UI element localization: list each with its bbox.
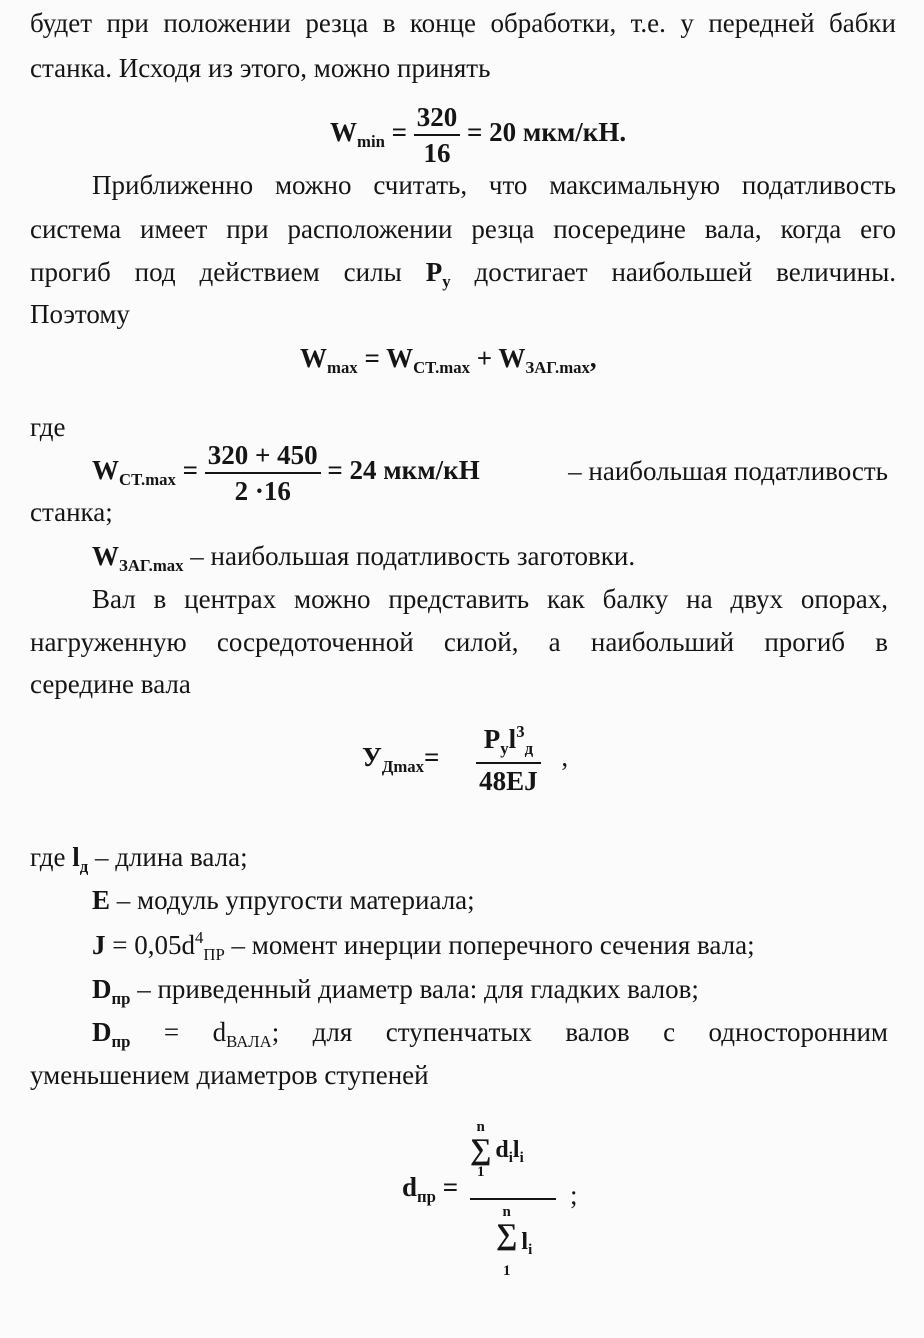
d-symbol: d	[402, 1172, 418, 1202]
formula-wmax	[300, 341, 597, 375]
d-subscript: ВАЛА	[226, 1031, 272, 1051]
w-symbol: W	[498, 343, 526, 373]
y-subscript: Дmax	[381, 757, 425, 777]
sigma: ∑	[470, 1133, 492, 1166]
l-superscript: 3	[516, 722, 525, 742]
w-symbol: W	[330, 117, 357, 148]
text-gde: где	[30, 412, 66, 442]
denominator-sum	[496, 1205, 566, 1279]
equals-sign: =	[391, 117, 408, 148]
def-text: ; для ступенчатых валов с односторонним	[271, 1017, 888, 1047]
force-symbol	[425, 257, 451, 291]
formula-dpr	[402, 1172, 459, 1206]
sum-symbol	[496, 1205, 517, 1279]
fraction-bar	[470, 1198, 556, 1200]
j-superscript: 4	[194, 928, 204, 948]
d-subscript: пр	[111, 988, 131, 1008]
text-line-7	[92, 582, 888, 616]
w-symbol: W	[300, 343, 327, 373]
i-index: i	[528, 1241, 533, 1258]
equals-sign: =	[424, 742, 440, 773]
paragraph-line: нагруженную сосредоточенной силой, а наибольший прогиб в	[30, 627, 888, 657]
sum-upper-limit: n	[476, 1119, 485, 1135]
text-last-line: уменьшением диаметров ступеней	[30, 1060, 429, 1090]
text-line-9: середине вала	[30, 669, 191, 699]
semicolon: ;	[570, 1180, 578, 1210]
text-line-3	[92, 168, 896, 202]
l-subscript: д	[524, 738, 534, 758]
fraction	[205, 438, 321, 508]
d-expression: = d	[163, 1017, 227, 1047]
paragraph-line: Приближенно можно считать, что максимальную податливость	[92, 170, 896, 200]
line-part-b: достигает наибольшей величины.	[474, 257, 897, 287]
sum-symbol	[470, 1120, 491, 1180]
numerator-sum	[470, 1120, 556, 1180]
p-letter: P	[425, 257, 443, 287]
d-letter: d	[495, 1136, 509, 1163]
equals-sign: =	[364, 343, 380, 373]
numerator	[476, 722, 541, 756]
w-subscript: CT.max	[413, 357, 470, 377]
e-symbol: E	[92, 885, 111, 915]
denominator: 48EJ	[476, 762, 541, 798]
j-expression: = 0,05d	[112, 930, 195, 960]
text-line-8	[30, 625, 888, 659]
j-symbol: J	[92, 930, 106, 960]
paragraph-line: будет при положении резца в конце обработки, т.е. у передней бабки	[30, 8, 896, 38]
denominator: 16	[414, 134, 461, 170]
def-length	[30, 840, 248, 874]
d-symbol: D	[92, 974, 112, 1004]
text-line-6: Поэтому	[30, 299, 130, 329]
paragraph-line: Вал в центрах можно представить как балку на двух опорах,	[92, 584, 888, 614]
l-letter: l	[512, 1136, 520, 1163]
comma: ,	[589, 343, 597, 373]
fraction	[476, 722, 541, 798]
sum-upper-limit: n	[502, 1204, 511, 1220]
equals-sign: =	[442, 1172, 459, 1202]
formula-description: – наибольшая податливость	[568, 456, 888, 486]
y-symbol: У	[362, 742, 382, 773]
equals-sign: =	[182, 455, 199, 486]
w-subscript: min	[357, 132, 385, 152]
d-subscript: пр	[111, 1031, 131, 1051]
def-diameter	[92, 972, 699, 1006]
sum-lower-limit: 1	[502, 1263, 511, 1279]
text-gde: где	[30, 842, 66, 872]
def-text: – длина вала;	[94, 842, 248, 872]
numerator: 320	[416, 102, 458, 132]
numerator: 320 + 450	[207, 440, 318, 470]
fraction	[414, 100, 461, 170]
paragraph-line	[30, 255, 896, 289]
def-text: – момент инерции поперечного сечения вала;	[231, 930, 755, 960]
denominator: 2 ·16	[205, 472, 321, 508]
def-modulus	[92, 883, 475, 917]
l-subscript: д	[79, 856, 89, 876]
w-subscript: max	[327, 357, 358, 377]
i-index: i	[519, 1149, 524, 1166]
line-part-a: прогиб под действием силы	[30, 257, 402, 287]
d-subscript: пр	[417, 1186, 436, 1206]
sigma: ∑	[496, 1218, 518, 1251]
formula-ydmax	[362, 722, 568, 798]
j-subscript: ПР	[203, 944, 225, 964]
plus-sign: +	[476, 343, 493, 373]
paragraph-line	[92, 1015, 888, 1049]
i-index: i	[508, 1149, 513, 1166]
def-inertia	[92, 928, 755, 962]
def-diameter-2	[92, 1015, 888, 1049]
formula-description: – наибольшая податливость заготовки.	[190, 541, 636, 571]
p-subscript: y	[442, 271, 451, 291]
w-subscript: CT.max	[119, 470, 176, 490]
text-stanka: станка;	[30, 497, 113, 527]
formula-result: = 20 мкм/кН.	[467, 117, 627, 148]
w-symbol: W	[92, 541, 119, 571]
w-subscript: ЗАГ.max	[525, 357, 590, 377]
text-line-1	[30, 6, 896, 40]
formula-wmin	[330, 100, 626, 170]
formula-wzag	[92, 539, 635, 573]
l-letter: l	[508, 724, 517, 754]
l-letter: l	[521, 1228, 529, 1255]
sum-term	[495, 1136, 524, 1166]
text-line-2: станка. Исходя из этого, можно принять	[30, 53, 491, 83]
paragraph-line: система имеет при расположении резца посередине вала, когда его	[30, 214, 896, 244]
l-symbol: l	[72, 842, 80, 872]
formula-result: = 24 мкм/кН	[327, 455, 480, 486]
d-symbol: D	[92, 1017, 112, 1047]
text-line-4	[30, 212, 896, 246]
text-line-5	[30, 255, 896, 289]
w-subscript: ЗАГ.max	[119, 555, 184, 575]
comma: ,	[561, 742, 569, 773]
def-text: – модуль упругости материала;	[116, 885, 475, 915]
sum-lower-limit: 1	[476, 1164, 485, 1180]
w-symbol: W	[92, 455, 119, 486]
formula-wct	[92, 438, 888, 508]
sum-term	[521, 1228, 533, 1258]
p-subscript: y	[500, 738, 509, 758]
p-letter: P	[483, 724, 501, 754]
def-text: – приведенный диаметр вала: для гладких валов;	[137, 974, 699, 1004]
w-symbol: W	[386, 343, 414, 373]
